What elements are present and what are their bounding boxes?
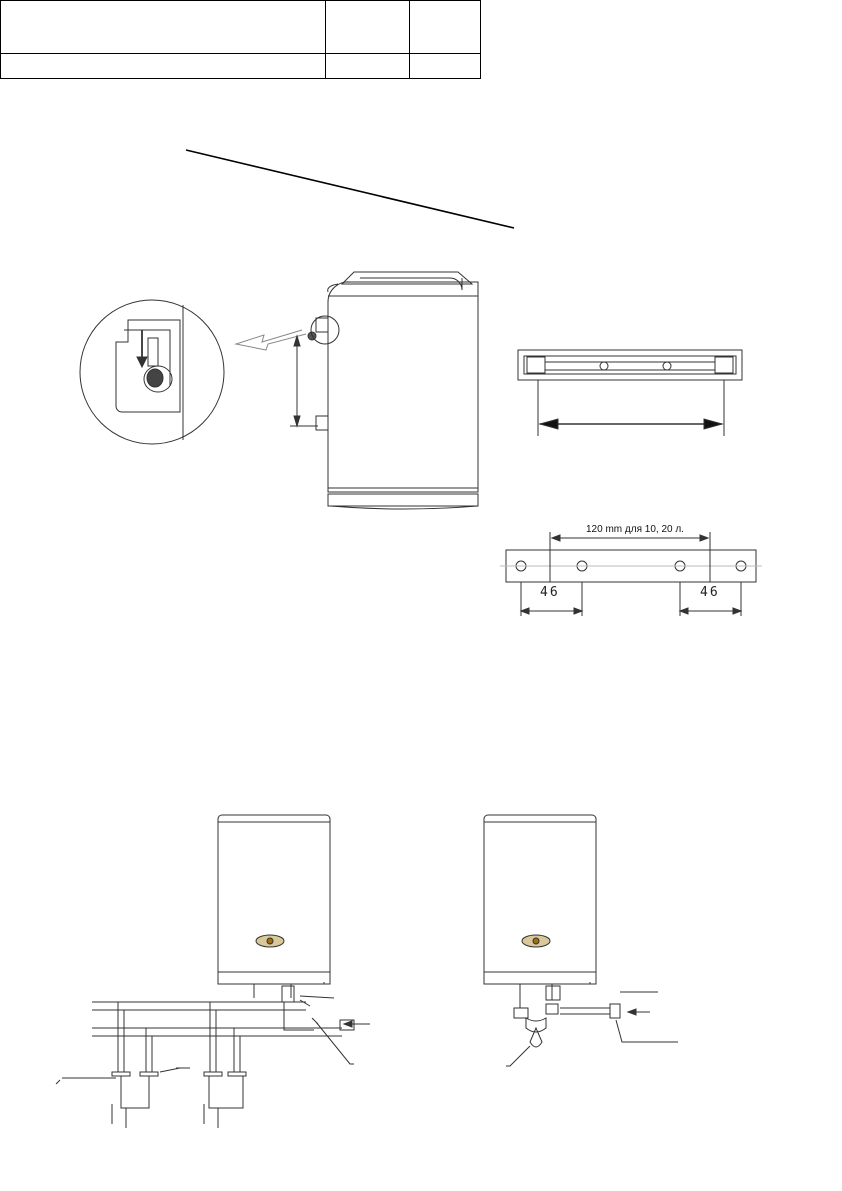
heater-logo-badge-right bbox=[522, 935, 550, 947]
heater-connection-left bbox=[56, 815, 370, 1128]
dimension-left: 46 bbox=[540, 585, 560, 600]
dimension-right: 46 bbox=[700, 585, 720, 600]
bracket-note: 120 mm для 10, 20 л. bbox=[586, 524, 684, 535]
heater-connection-right bbox=[484, 815, 678, 1066]
heater-logo-badge-left bbox=[256, 935, 284, 947]
